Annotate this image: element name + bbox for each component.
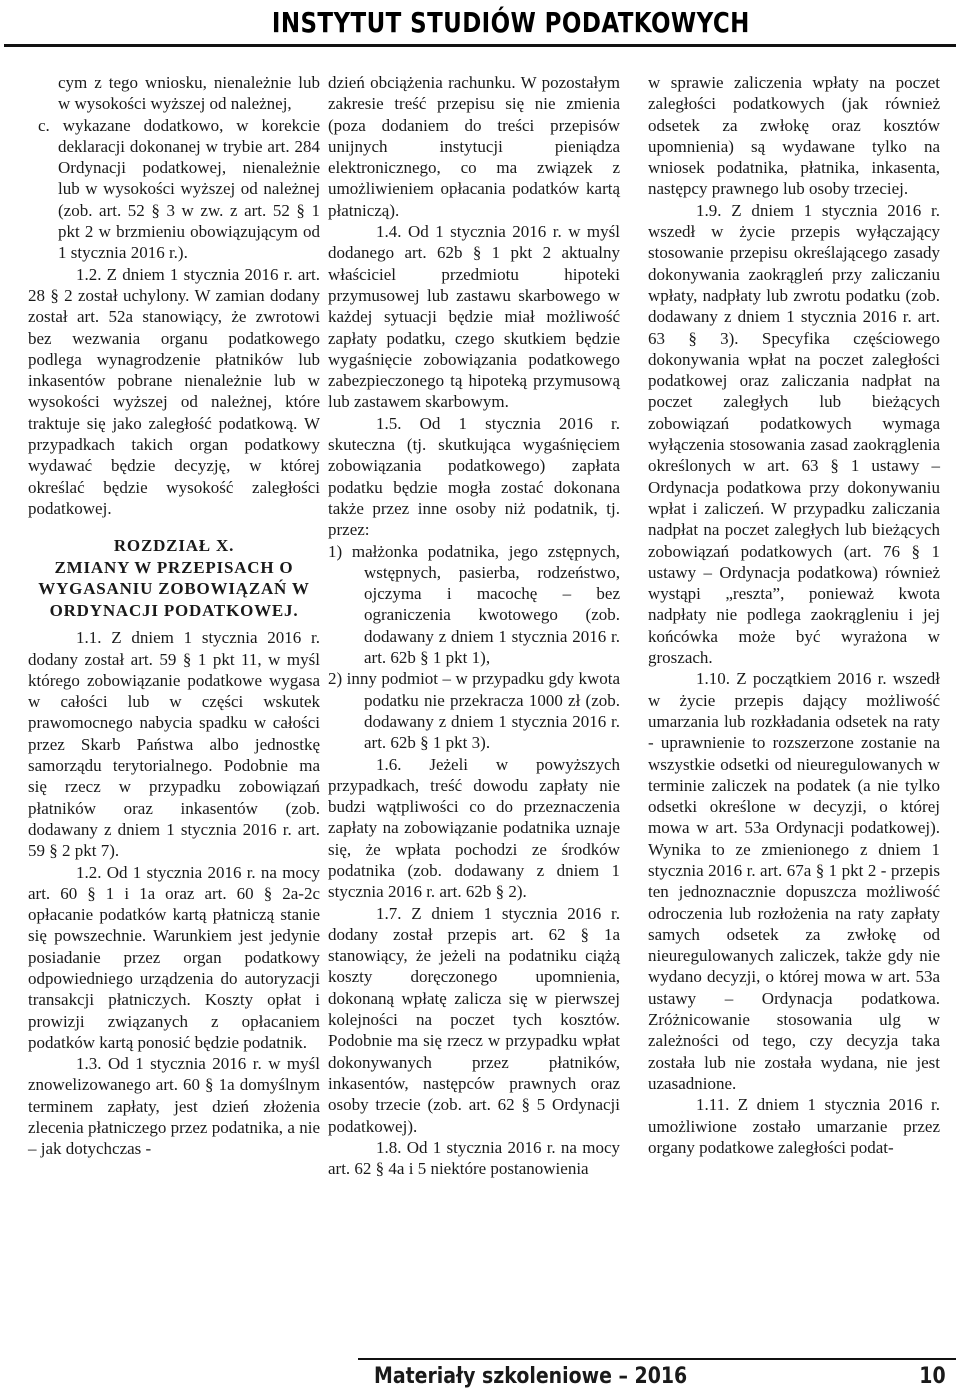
paragraph: 1.7. Z dniem 1 stycznia 2016 r. dodany został przepis art. 62 § 1a stanowiący, że jeżeli na podatniku ciążą koszty doręczonego upomnienia, dokonaną wpłatę zalicza się w pierwszej kolejności na poczet tych kosztów. Podobnie ma się rzecz w przypadku wpłat dokonywanych przez płatników, inkasentów, następców prawnych oraz osoby trzecie (zob. art. 62 § 5 Ordynacji podatkowej). <box>328 903 620 1136</box>
paragraph: 1.10. Z początkiem 2016 r. wszedł w życie przepis dający możliwość umarzania lub rozkładania odsetek na raty - uprawnienie to rozszerzone zostanie na wszystkie odsetki od nieuregulowanych w terminie zaliczek na podatek (a nie tylko odsetki określone w decyzji, o której mowa w art. 53a Ordynacji podatkowej). Wynika to ze zmienionego z dniem 1 stycznia 2016 r. art. 67a § 1 pkt 2 - przepis ten jednoznacznie dopuszcza możliwość odroczenia lub rozłożenia na raty zapłaty samych odsetek za zwłokę od nieuregulowanych zaliczek, także gdy nie wydano decyzji, o której mowa w art. 53a ustawy – Ordynacja podatkowa. Zróżnicowanie stosowania ulg w zależności od tego, czy decyzja taka została lub nie została wydana, nie jest uzasadnione. <box>648 669 940 1093</box>
paragraph: 1.8. Od 1 stycznia 2016 r. na mocy art. 62 § 4a i 5 niektóre postanowienia <box>328 1137 620 1179</box>
paragraph: 1.1. Z dniem 1 stycznia 2016 r. dodany został art. 59 § 1 pkt 11, w myśl którego zobowiązanie podatkowe wygasa w całości lub w części wskutek prawomocnego nabycia spadku w całości przez Skarb Państwa albo jednostkę samorządu terytorialnego. Podobnie ma się rzecz w przypadku zobowiązań płatników oraz inkasentów (zob. dodawany z dniem 1 stycznia 2016 r. art. 59 § 2 pkt 7). <box>28 628 320 861</box>
chapter-number: ROZDZIAŁ X. <box>113 536 235 556</box>
list-item: 2) inny podmiot – w przypadku gdy kwota podatku nie przekracza 1000 zł (zob. dodawany z dniem 1 stycznia 2016 r. art. 62b § 1 pkt 3). <box>328 669 620 753</box>
footer-text: Materiały szkoleniowe – 2016 <box>374 1364 688 1389</box>
header-rule <box>4 44 956 47</box>
column-3 <box>648 72 940 1158</box>
chapter-title: ZMIANY W PRZEPISACH O WYGASANIU ZOBOWIĄZAŃ W ORDYNACJI PODATKOWEJ. <box>38 557 310 620</box>
paragraph: 1.11. Z dniem 1 stycznia 2016 r. umożliwione zostało umarzanie przez organy podatkowe zaległości podat- <box>648 1095 940 1157</box>
paragraph: 1.6. Jeżeli w powyższych przypadkach, treść dowodu zapłaty nie budzi wątpliwości co do przeznaczenia zapłaty na zobowiązanie podatnika uznaje się, że wpłata pochodzi ze środków podatnika (zob. dodawany z dniem 1 stycznia 2016 r. art. 62b § 2). <box>328 754 620 902</box>
paragraph: 1.9. Z dniem 1 stycznia 2016 r. wszedł w życie przepis wyłączający stosowanie przepisu określającego zasady dokonywania zaokrągleń przy zaliczaniu wpłaty, nadpłaty lub zwrotu podatku (zob. dodawany z dniem 1 stycznia 2016 r. art. 63 § 3). Specyfika częściowego dokonywania wpłat na poczet zaległości podatkowej oraz zaliczania nadpłat na poczet zaległych lub bieżących zobowiązań podatkowych wymaga wyłączenia stosowania zasad zaokrąglenia określonych w art. 63 § 1 ustawy – Ordynacja podatkowa przy dokonywaniu wpłat i zaliczeń. W przypadku zaliczania nadpłat na poczet zaległych lub bieżących zobowiązań podatkowych (art. 76 § 1 ustawy – Ordynacja podatkowa) również wystąpi „reszta”, ponieważ kwota nadpłaty nie podlega zaokrągleniu i jej końcówka może być wyrażona w groszach. <box>648 200 940 668</box>
page-footer <box>0 1348 960 1396</box>
paragraph: dzień obciążenia rachunku. W pozostałym zakresie treść przepisu się nie zmienia (poza dodaniem do treści przepisów unijnych instytucji pieniądza elektronicznego, co ma związek z umożliwieniem opłacania podatków kartą płatniczą). <box>328 73 620 220</box>
column-1 <box>28 72 320 1160</box>
header-title: INSTYTUT STUDIÓW PODATKOWYCH <box>272 6 750 39</box>
page-number: 10 <box>919 1364 946 1389</box>
paragraph: w sprawie zaliczenia wpłaty na poczet zaległości podatkowych (jak również odsetek za zwłokę oraz kosztów upomnienia) są wydawane tylko na wniosek podatnika, płatnika, inkasenta, następcy prawnego lub osoby trzeciej. <box>648 73 940 199</box>
paragraph: 1.4. Od 1 stycznia 2016 r. w myśl dodanego art. 62b § 1 pkt 2 aktualny właściciel przedmiotu hipoteki przymusowej lub zastawu skarbowego w każdej sytuacji będzie miał możliwość zapłaty podatku, czego skutkiem będzie wygaśnięcie zobowiązania podatkowego zabezpieczonego tą hipoteką przymusową lub zastawem skarbowym. <box>328 222 620 412</box>
page-header <box>0 0 960 52</box>
paragraph: 1.5. Od 1 stycznia 2016 r. skuteczna (tj. skutkująca wygaśnięciem zobowiązania podatkowego) zapłata podatku będzie mogła zostać dokonana także przez inne osoby niż podatnik, tj. przez: <box>328 413 620 540</box>
column-2 <box>328 72 620 1179</box>
paragraph: 1.2. Z dniem 1 stycznia 2016 r. art. 28 § 2 został uchylony. W zamian dodany został art. 52a stanowiący, że zwrotowi bez wezwania organu podatkowego podlega wynagrodzenie płatników lub inkasentów pobrane nienależnie lub w wysokości wyższej od należnej, które traktuje się jako zaległość podatkową. W przypadkach takich organ podatkowy wydawać będzie decyzję, w której określać będzie wysokość zaległości podatkowej. <box>28 264 320 518</box>
list-item: 1) małżonka podatnika, jego zstępnych, wstępnych, pasierba, rodzeństwo, ojczyma i macochę – bez ograniczenia kwotowego (zob. dodawany z dniem 1 stycznia 2016 r. art. 62b § 1 pkt 1), <box>328 541 620 668</box>
paragraph: cym z tego wniosku, nienależnie lub w wysokości wyższej od należnej, <box>58 73 320 114</box>
footer-rule <box>358 1358 956 1360</box>
list-item: c. wykazane dodatkowo, w korekcie deklaracji dokonanej w trybie art. 284 Ordynacji podatkowej, nienależnie lub w wysokości wyższej od należnej (zob. art. 52 § 3 w zw. z art. 52 § 1 pkt 2 w brzmieniu obowiązującym od 1 stycznia 2016 r.). <box>38 115 320 263</box>
paragraph: 1.3. Od 1 stycznia 2016 r. w myśl znowelizowanego art. 60 § 1a domyślnym terminem zapłaty, jest dzień złożenia zlecenia płatniczego przez podatnika, a nie – jak dotychczas - <box>28 1054 320 1159</box>
paragraph: 1.2. Od 1 stycznia 2016 r. na mocy art. 60 § 1 i 1a oraz art. 60 § 2a-2c opłacanie podatków kartą płatniczą stanie się powszechnie. Warunkiem jest jedynie posiadanie przez organ podatkowy odpowiedniego urządzenia do autoryzacji transakcji płatniczych. Koszty opłat i prowizji związanych z opłacaniem podatków kartą ponosić będzie podatnik. <box>28 862 320 1052</box>
